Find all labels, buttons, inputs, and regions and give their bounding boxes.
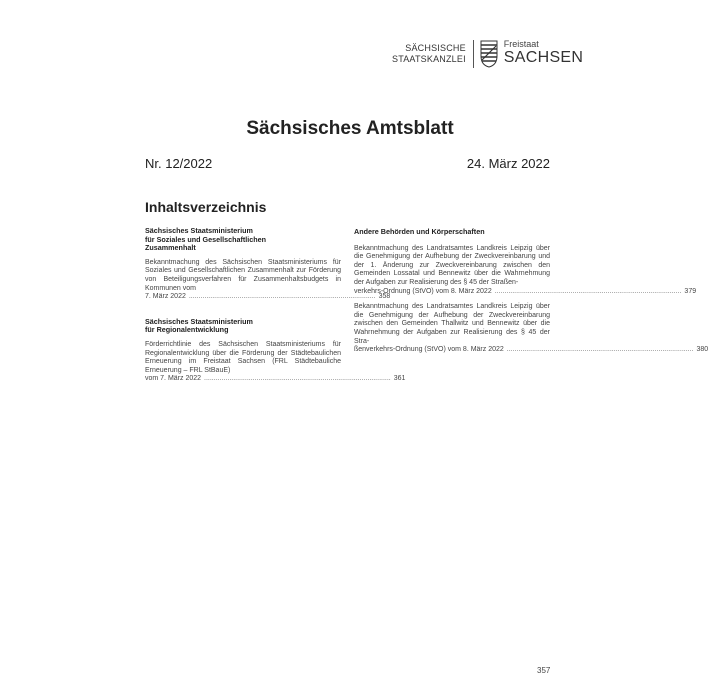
leader-dots: ................................................................................................ xyxy=(188,293,376,301)
toc-entry[interactable] xyxy=(354,303,708,355)
section-title xyxy=(145,318,341,335)
section-title-line: für Regionalentwicklung xyxy=(145,325,229,335)
section-title-line: Sächsisches Staatsministerium xyxy=(145,226,253,235)
toc-entry-last-line: verkehrs-Ordnung (StVO) vom 8. März 2022 xyxy=(354,287,492,295)
toc-left-column xyxy=(145,226,406,384)
toc-entry-leader xyxy=(354,346,708,355)
toc-page-number: 379 xyxy=(684,287,697,295)
logo-divider xyxy=(473,40,474,68)
logo-left-line1: SÄCHSISCHE xyxy=(405,43,466,53)
toc-entry-leader xyxy=(145,293,391,302)
toc-entry-last-line: 7. März 2022 xyxy=(145,293,186,301)
section-title-line: für Soziales und Gesellschaftlichen xyxy=(145,234,267,244)
logo-sachsen: SACHSEN xyxy=(503,49,584,66)
state-logo xyxy=(392,40,583,68)
toc-page-number: 380 xyxy=(696,346,708,354)
toc-entry-last-line: vom 7. März 2022 xyxy=(145,375,202,383)
toc-entry[interactable] xyxy=(145,340,406,384)
coat-of-arms-icon xyxy=(480,40,498,68)
toc-entry[interactable] xyxy=(354,244,697,297)
toc-entry-text: Förderrichtlinie des Sächsischen Staatsministeriums für Regionalentwicklung über die Förderung der Städtebaulichen Erneuerung im Freistaat Sachsen (FRL Städtebauliche Erneuerung – FRL StBauE) xyxy=(145,340,341,374)
leader-dots: ................................................................................................ xyxy=(506,346,694,354)
toc-entry-text: Bekanntmachung des Landratsamtes Landkreis Leipzig über die Genehmigung der Aufhebung der Zweckvereinbarung zwischen den Gemeinden Thallwitz und Bennewitz über die Wahrnehmung der Aufgaben zur Realisierung des § 45 der Stra- xyxy=(354,303,550,345)
logo-right-text xyxy=(504,40,583,66)
section-title-line: Sächsisches Staatsministerium xyxy=(145,316,253,326)
leader-dots: ................................................................................................ xyxy=(494,287,682,295)
logo-left-line2: STAATSKANZLEI xyxy=(392,54,466,64)
toc-entry-leader xyxy=(145,375,406,384)
issue-date: 24. März 2022 xyxy=(466,156,550,171)
toc-page-number: 358 xyxy=(378,293,391,301)
logo-freistaat: Freistaat xyxy=(503,39,539,49)
toc-right-column xyxy=(354,227,708,355)
section-title xyxy=(145,227,341,253)
issue-number: Nr. 12/2022 xyxy=(145,156,213,171)
page-title: Sächsisches Amtsblatt xyxy=(246,118,454,139)
toc-entry-text: Bekanntmachung des Landratsamtes Landkreis Leipzig über die Genehmigung der Aufhebung der Zweckvereinbarung und der 1. Änderung zur Zweckvereinbarung zwischen den Gemeinden Lossatal und Bennewitz über die Wahrnehmung der Aufgaben zur Realisierung des § 45 der Straßen- xyxy=(354,244,550,286)
leader-dots: ................................................................................................ xyxy=(204,375,391,383)
page-number: 357 xyxy=(537,666,551,675)
toc-entry-last-line: ßenverkehrs-Ordnung (StVO) vom 8. März 2022 xyxy=(354,346,504,354)
toc-heading: Inhaltsverzeichnis xyxy=(145,199,267,215)
toc-entry-text: Bekanntmachung des Sächsischen Staatsministeriums für Soziales und Gesellschaftlichen Zusammenhalt zur Förderung von Beteiligungsverfahren für Zusammenhaltsbudgets in Kommunen vom xyxy=(145,258,341,292)
toc-page-number: 361 xyxy=(393,375,406,383)
section-title: Andere Behörden und Körperschaften xyxy=(354,227,485,236)
section-title-line: Zusammenhalt xyxy=(145,243,196,253)
toc-entry-leader xyxy=(354,287,697,297)
toc-entry[interactable] xyxy=(145,258,391,302)
logo-left-text xyxy=(392,43,466,65)
